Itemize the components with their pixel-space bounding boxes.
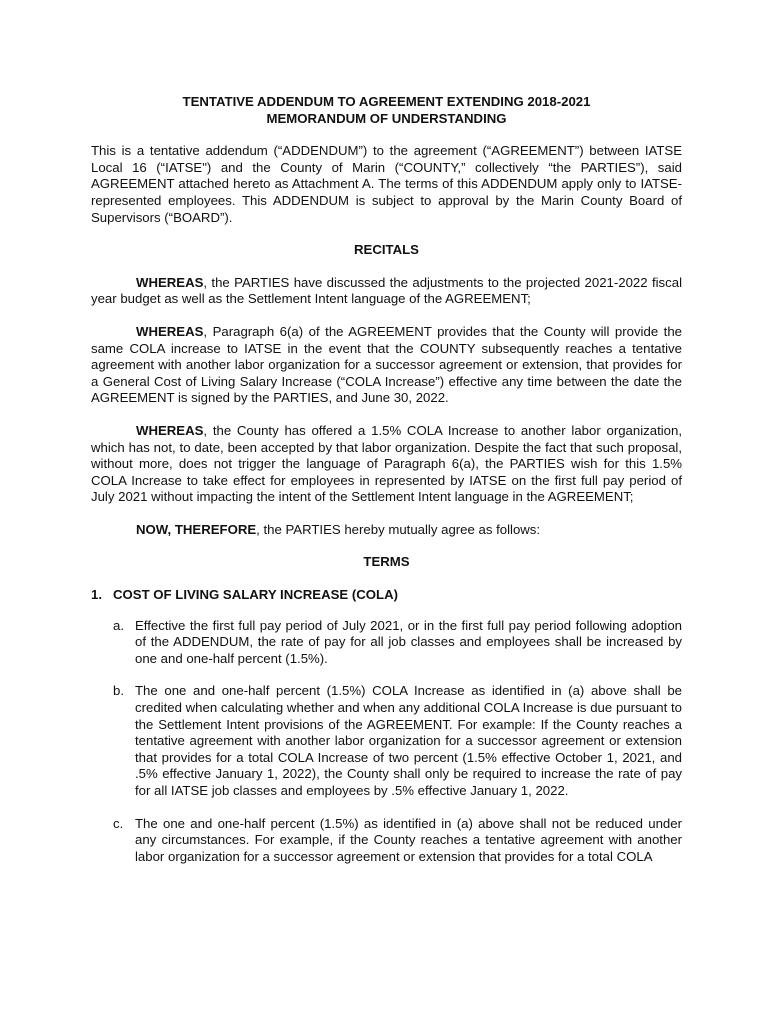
now-therefore-text: , the PARTIES hereby mutually agree as follows: (256, 521, 541, 537)
intro-paragraph: This is a tentative addendum (“ADDENDUM”) to the agreement (“AGREEMENT”) between IATSE Local 16 (“IATSE") and the County of Marin (“COUNTY,” collectively “the PARTIES”), said AGREEMENT attached hereto as Attachment A. The terms of this ADDENDUM apply only to IATSE-represented employees. This ADDENDUM is subject to approval by the Marin County Board of Supervisors (“BOARD”). (91, 143, 682, 225)
list-item-b (91, 683, 682, 799)
recitals-heading: RECITALS (354, 242, 419, 258)
document-title (91, 94, 682, 127)
whereas-text: , the County has offered a 1.5% COLA Increase to another labor organization, which has not, to date, been accepted by that labor organization. Despite the fact that such proposal, without more, does not trigger the language of Paragraph 6(a), the PARTIES wish for this 1.5% COLA Increase to take effect for employees in represented by IATSE on the first full pay period of July 2021 without impacting the intent of the Settlement Intent language in the AGREEMENT; (91, 422, 682, 505)
list-text: Effective the first full pay period of July 2021, or in the first full pay period following adoption of the ADDENDUM, the rate of pay for all job classes and employees shall be increased by one and one-half percent (1.5%). (135, 617, 682, 666)
list-letter: b. (113, 683, 124, 699)
whereas-paragraph-2 (91, 324, 682, 407)
whereas-text: , the PARTIES have discussed the adjustments to the projected 2021-2022 fiscal year budget as well as the Settlement Intent language of the AGREEMENT; (91, 274, 682, 307)
whereas-lead: WHEREAS (136, 274, 204, 290)
section-1-heading (91, 587, 682, 604)
now-therefore-lead: NOW, THEREFORE (136, 521, 257, 537)
list-item-c (91, 816, 682, 866)
list-item-a (91, 618, 682, 668)
title-line-1: TENTATIVE ADDENDUM TO AGREEMENT EXTENDING 2018-2021 (182, 94, 591, 109)
whereas-paragraph-1 (91, 275, 682, 308)
whereas-text: , Paragraph 6(a) of the AGREEMENT provides that the County will provide the same COLA increase to IATSE in the event that the COUNTY subsequently reaches a tentative agreement with another labor organization for a successor agreement or extension, that provides for a General Cost of Living Salary Increase (“COLA Increase”) effective any time between the date the AGREEMENT is signed by the PARTIES, and June 30, 2022. (91, 323, 682, 406)
title-line-2: MEMORANDUM OF UNDERSTANDING (266, 110, 507, 126)
now-therefore-paragraph (91, 522, 682, 539)
section-title: COST OF LIVING SALARY INCREASE (COLA) (113, 587, 399, 603)
list-text: The one and one-half percent (1.5%) COLA Increase as identified in (a) above shall be credited when calculating whether and when any additional COLA Increase is due pursuant to the Settlement Intent provisions of the AGREEMENT. For example: If the County reaches a tentative agreement with another labor organization for a successor agreement or extension that provides for a total COLA Increase of two percent (1.5% effective October 1, 2021, and .5% effective January 1, 2022), the County shall only be required to increase the rate of pay for all IATSE job classes and employees by .5% effective January 1, 2022. (135, 683, 682, 798)
list-text: The one and one-half percent (1.5%) as identified in (a) above shall not be reduced under any circumstances. For example, if the County reaches a tentative agreement with another labor organization for a successor agreement or extension that provides for a total COLA (135, 815, 682, 864)
list-letter: c. (113, 815, 124, 831)
section-number: 1. (91, 587, 102, 603)
terms-heading: TERMS (363, 554, 410, 570)
whereas-lead: WHEREAS (136, 422, 204, 438)
list-letter: a. (113, 617, 124, 633)
whereas-paragraph-3 (91, 423, 682, 506)
whereas-lead: WHEREAS (136, 323, 204, 339)
